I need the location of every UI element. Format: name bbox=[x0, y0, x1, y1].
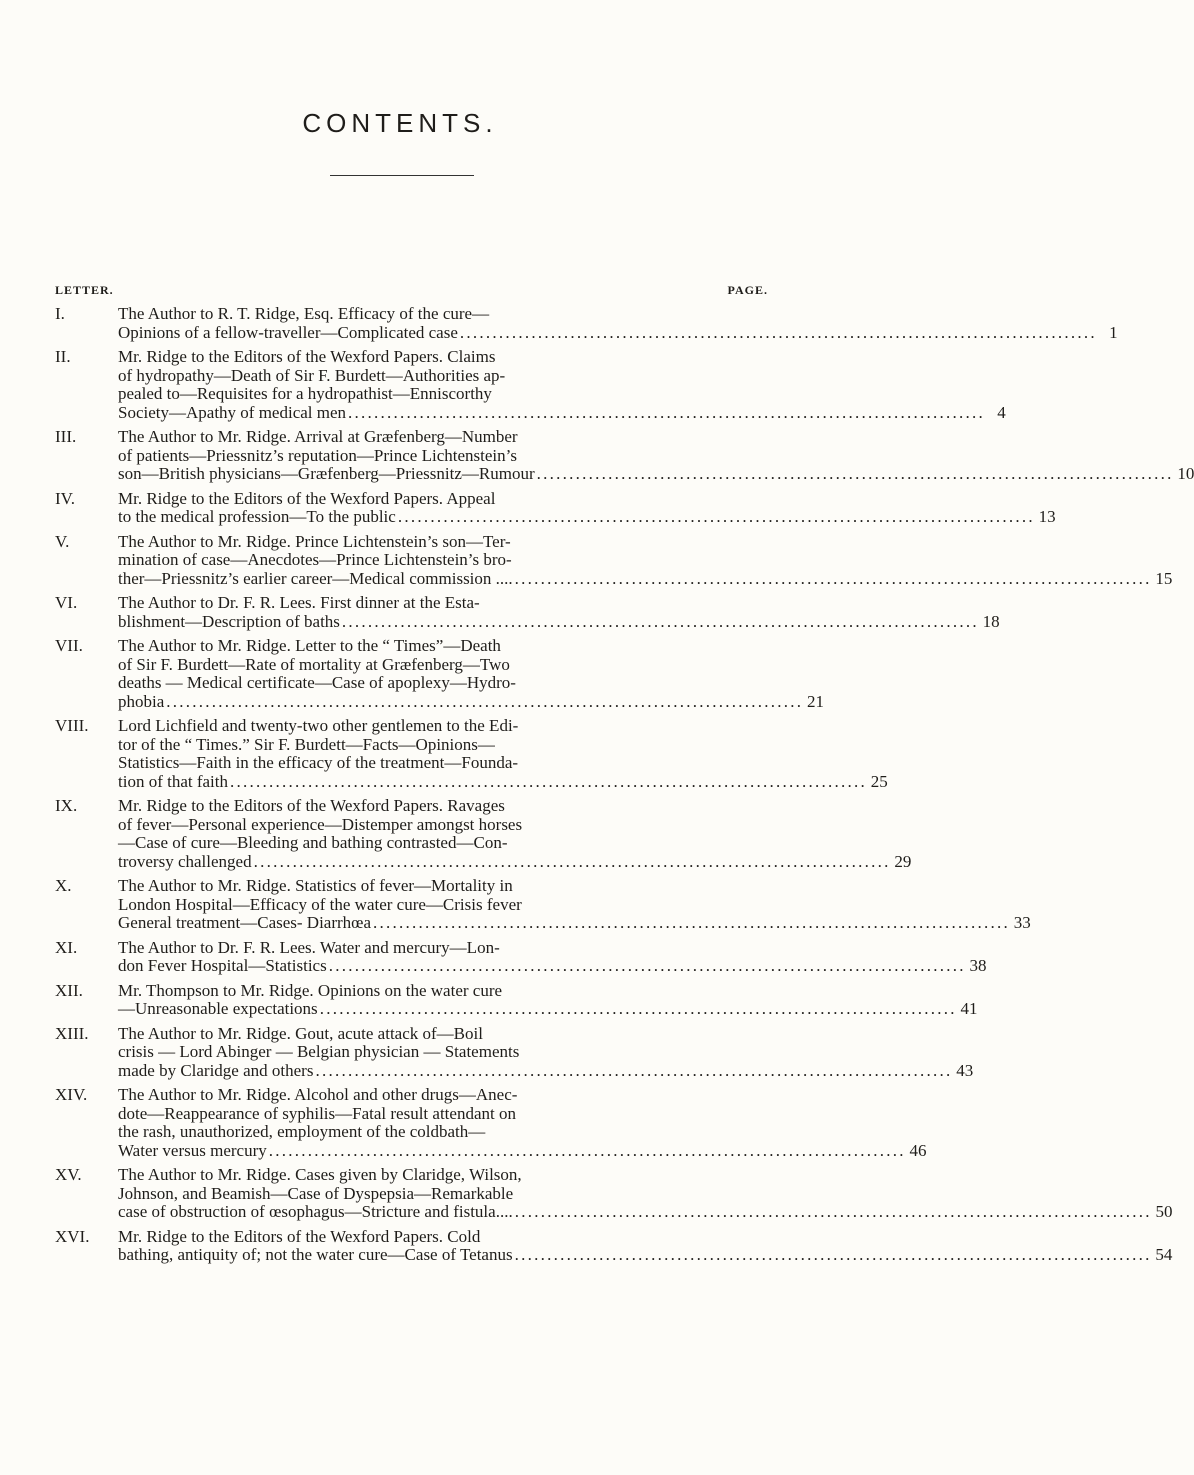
entry-line-text: Lord Lichfield and twenty-two other gentlemen to the Edi- bbox=[118, 716, 519, 735]
entry-line-text: General treatment—Cases- Diarrhœa bbox=[118, 913, 371, 932]
entry-line bbox=[118, 508, 1056, 527]
entry-line-text: The Author to Mr. Ridge. Arrival at Græfenberg—Number bbox=[118, 427, 518, 446]
entry-line-text: Mr. Ridge to the Editors of the Wexford Papers. Claims bbox=[118, 347, 496, 366]
entry-line-text: The Author to Dr. F. R. Lees. Water and mercury—Lon- bbox=[118, 937, 500, 957]
entry-line bbox=[118, 656, 824, 675]
entry-line-text: to the medical profession—To the public bbox=[118, 507, 396, 526]
entry-line bbox=[118, 982, 977, 1001]
page-number: 33 bbox=[1013, 913, 1031, 932]
page-number: 1 bbox=[1109, 322, 1118, 342]
page-number: 4 bbox=[997, 402, 1006, 422]
entry-line-text: The Author to R. T. Ridge, Esq. Efficacy of the cure— bbox=[118, 304, 490, 323]
entry-line bbox=[118, 613, 1000, 632]
entry-line-text: made by Claridge and others bbox=[118, 1060, 314, 1080]
page-title: CONTENTS. bbox=[302, 108, 498, 138]
entry-line-text: London Hospital—Efficacy of the water cure—Crisis fever bbox=[118, 894, 522, 914]
entry-line bbox=[118, 1166, 1172, 1185]
letter-number: X. bbox=[55, 876, 72, 895]
dot-leader bbox=[460, 324, 1094, 343]
entry-line-text: Society—Apathy of medical men bbox=[118, 402, 347, 422]
entry-line-text: The Author to Mr. Ridge. Letter to the “ Times”—Death bbox=[118, 636, 501, 655]
entry-description bbox=[118, 490, 1056, 527]
entry-line-text: tor of the “ Times.” Sir F. Burdett—Facts—Opinions— bbox=[118, 734, 495, 754]
entry-description bbox=[118, 877, 1031, 933]
entry-line bbox=[118, 877, 1031, 896]
entry-line bbox=[118, 816, 911, 835]
entry-line-text: deaths — Medical certificate—Case of apoplexy—Hydro- bbox=[118, 673, 516, 692]
entry-line bbox=[118, 1105, 926, 1124]
entry-line-text: Mr. Thompson to Mr. Ridge. Opinions on the water cure bbox=[118, 980, 503, 1000]
entry-line-text: —Case of cure—Bleeding and bathing contrasted—Con- bbox=[118, 833, 508, 852]
entry-description bbox=[118, 1025, 973, 1081]
contents-entry bbox=[55, 716, 888, 791]
entry-line bbox=[118, 551, 1172, 570]
dot-leader bbox=[348, 404, 982, 423]
entry-line bbox=[118, 1086, 926, 1105]
entry-line bbox=[118, 1185, 1172, 1204]
dot-leader bbox=[315, 1062, 949, 1081]
entry-description bbox=[118, 594, 1000, 631]
entry-description bbox=[118, 982, 977, 1019]
title-rule bbox=[330, 175, 474, 176]
entry-line bbox=[118, 773, 888, 792]
letter-number: XIII. bbox=[55, 1023, 89, 1043]
entry-line-text: The Author to Mr. Ridge. Alcohol and other drugs—Anec- bbox=[118, 1085, 518, 1104]
entry-line-text: case of obstruction of œsophagus—Stricture and fistula.... bbox=[118, 1202, 513, 1221]
dot-leader bbox=[166, 693, 800, 712]
entry-line bbox=[118, 896, 1031, 915]
entry-line-text: mination of case—Anecdotes—Prince Lichtenstein’s bro- bbox=[118, 550, 512, 569]
page-number: 21 bbox=[807, 691, 825, 711]
page-number: 46 bbox=[909, 1140, 927, 1160]
entry-line-text: the rash, unauthorized, employment of the coldbath— bbox=[118, 1122, 486, 1141]
letter-number: XI. bbox=[55, 937, 78, 957]
dot-leader bbox=[373, 914, 1007, 933]
entry-line bbox=[118, 1142, 926, 1161]
entry-line-text: blishment—Description of baths bbox=[118, 611, 340, 631]
page-number: 54 bbox=[1155, 1245, 1173, 1264]
entry-line bbox=[118, 465, 1194, 484]
entry-line-text: of hydropathy—Death of Sir F. Burdett—Authorities ap- bbox=[118, 365, 506, 385]
page-number: 15 bbox=[1155, 568, 1173, 588]
page-number: 10 bbox=[1177, 464, 1194, 483]
letter-number: V. bbox=[55, 531, 70, 551]
entry-line-text: Johnson, and Beamish—Case of Dyspepsia—Remarkable bbox=[118, 1183, 514, 1203]
entry-line bbox=[118, 939, 986, 958]
entry-line-text: Mr. Ridge to the Editors of the Wexford Papers. Ravages bbox=[118, 796, 505, 815]
entry-line bbox=[118, 754, 888, 773]
dot-leader bbox=[320, 1000, 954, 1019]
contents-entry bbox=[55, 531, 1173, 589]
entry-line bbox=[118, 385, 1006, 404]
entry-line bbox=[118, 1062, 973, 1081]
entry-line-text: ther—Priessnitz’s earlier career—Medical commission .... bbox=[118, 568, 513, 588]
entry-description bbox=[118, 1166, 1172, 1222]
entry-description bbox=[118, 939, 986, 976]
entry-line-text: Opinions of a fellow-traveller—Complicated case bbox=[118, 322, 458, 342]
entry-description bbox=[118, 348, 1006, 422]
entry-line-text: The Author to Dr. F. R. Lees. First dinner at the Esta- bbox=[118, 593, 480, 612]
letter-number: I. bbox=[55, 304, 65, 323]
entry-line-text: Mr. Ridge to the Editors of the Wexford Papers. Appeal bbox=[118, 488, 496, 508]
entry-line bbox=[118, 957, 986, 976]
letter-number: XIV. bbox=[55, 1085, 88, 1104]
entry-line-text: Water versus mercury bbox=[118, 1140, 267, 1160]
letter-number: XV. bbox=[55, 1165, 82, 1184]
entry-line-text: —Unreasonable expectations bbox=[118, 999, 318, 1018]
entry-line bbox=[118, 533, 1172, 552]
entry-line-text: troversy challenged bbox=[118, 851, 252, 871]
entry-line-text: phobia bbox=[118, 691, 165, 711]
entry-line bbox=[118, 1123, 926, 1142]
letter-number: VII. bbox=[55, 636, 83, 655]
entry-line bbox=[118, 693, 824, 712]
entry-line bbox=[118, 1025, 973, 1044]
entry-line bbox=[118, 736, 888, 755]
entry-line-text: of Sir F. Burdett—Rate of mortality at Græfenberg—Two bbox=[118, 654, 510, 674]
entry-line bbox=[118, 914, 1031, 933]
letter-number: VI. bbox=[55, 593, 78, 612]
contents-entry bbox=[55, 488, 1056, 527]
entry-line bbox=[118, 717, 888, 736]
entry-line-text: son—British physicians—Græfenberg—Priessnitz—Rumour bbox=[118, 464, 535, 483]
entry-line bbox=[118, 404, 1006, 423]
dot-leader bbox=[515, 1203, 1149, 1222]
dot-leader bbox=[230, 773, 864, 792]
dot-leader bbox=[254, 853, 888, 872]
entry-line bbox=[118, 1043, 973, 1062]
entry-description bbox=[118, 1086, 926, 1160]
entry-line-text: The Author to Mr. Ridge. Prince Lichtenstein’s son—Ter- bbox=[118, 531, 511, 551]
dot-leader bbox=[329, 957, 963, 976]
dot-leader bbox=[537, 465, 1171, 484]
contents-entry bbox=[55, 1085, 927, 1160]
letter-number: XII. bbox=[55, 980, 83, 1000]
page-number: 29 bbox=[894, 851, 912, 871]
contents-entry bbox=[55, 636, 825, 711]
entry-line bbox=[118, 1000, 977, 1019]
dot-leader bbox=[269, 1142, 903, 1161]
entry-line bbox=[118, 1246, 1172, 1265]
entry-line bbox=[118, 853, 911, 872]
dot-leader bbox=[342, 613, 976, 632]
letter-number: VIII. bbox=[55, 716, 89, 735]
letter-number: III. bbox=[55, 427, 77, 446]
letter-number: II. bbox=[55, 347, 71, 366]
contents-entry bbox=[55, 593, 1000, 631]
entry-line-text: The Author to Mr. Ridge. Statistics of fever—Mortality in bbox=[118, 876, 513, 895]
entry-line-text: Mr. Ridge to the Editors of the Wexford Papers. Cold bbox=[118, 1226, 481, 1246]
contents-entry bbox=[55, 427, 1194, 484]
entry-line-text: dote—Reappearance of syphilis—Fatal result attendant on bbox=[118, 1103, 516, 1123]
entry-line-text: of patients—Priessnitz’s reputation—Prince Lichtenstein’s bbox=[118, 445, 517, 465]
contents-entry bbox=[55, 304, 1118, 342]
dot-leader bbox=[398, 508, 1032, 527]
entry-line bbox=[118, 428, 1194, 447]
contents-entry bbox=[55, 876, 1031, 933]
entry-line bbox=[118, 348, 1006, 367]
page-number: 25 bbox=[870, 771, 888, 791]
contents-entry bbox=[55, 937, 987, 976]
contents-list bbox=[55, 304, 1194, 1271]
entry-description bbox=[118, 717, 888, 791]
letter-number: XVI. bbox=[55, 1226, 90, 1246]
entry-line bbox=[118, 1228, 1172, 1247]
contents-entry bbox=[55, 796, 912, 871]
entry-line bbox=[118, 1203, 1172, 1222]
entry-line bbox=[118, 674, 824, 693]
column-header-page: PAGE. bbox=[727, 283, 768, 297]
entry-line-text: tion of that faith bbox=[118, 771, 229, 791]
letter-number: IV. bbox=[55, 488, 75, 508]
page-number: 41 bbox=[960, 999, 978, 1018]
entry-description bbox=[118, 428, 1194, 484]
entry-line-text: crisis — Lord Abinger — Belgian physician — Statements bbox=[118, 1042, 520, 1061]
letter-number: IX. bbox=[55, 796, 78, 815]
entry-line bbox=[118, 324, 1118, 343]
entry-description bbox=[118, 305, 1118, 342]
entry-line-text: bathing, antiquity of; not the water cure—Case of Tetanus bbox=[118, 1245, 513, 1264]
entry-line-text: The Author to Mr. Ridge. Cases given by Claridge, Wilson, bbox=[118, 1165, 522, 1184]
entry-line-text: The Author to Mr. Ridge. Gout, acute attack of—Boil bbox=[118, 1023, 483, 1043]
dot-leader bbox=[515, 1246, 1149, 1265]
entry-line bbox=[118, 367, 1006, 386]
entry-description bbox=[118, 797, 911, 871]
page-number: 38 bbox=[969, 956, 987, 975]
page-number: 13 bbox=[1038, 507, 1056, 526]
page-number: 50 bbox=[1155, 1202, 1173, 1221]
dot-leader bbox=[515, 570, 1149, 589]
entry-description bbox=[118, 533, 1172, 589]
page-number: 18 bbox=[982, 611, 1000, 631]
column-header-letter: LETTER. bbox=[55, 283, 114, 297]
entry-line bbox=[118, 447, 1194, 466]
entry-line bbox=[118, 305, 1118, 324]
entry-line bbox=[118, 834, 911, 853]
entry-line-text: pealed to—Requisites for a hydropathist—Enniscorthy bbox=[118, 384, 492, 403]
contents-entry bbox=[55, 980, 978, 1019]
entry-line bbox=[118, 570, 1172, 589]
contents-entry bbox=[55, 1165, 1173, 1222]
entry-description bbox=[118, 1228, 1172, 1265]
entry-line bbox=[118, 490, 1056, 509]
entry-line bbox=[118, 637, 824, 656]
entry-line bbox=[118, 594, 1000, 613]
page-number: 43 bbox=[956, 1060, 974, 1080]
contents-entry bbox=[55, 1226, 1173, 1265]
contents-entry bbox=[55, 1023, 974, 1081]
entry-line-text: don Fever Hospital—Statistics bbox=[118, 956, 327, 975]
entry-line bbox=[118, 797, 911, 816]
entry-description bbox=[118, 637, 824, 711]
contents-entry bbox=[55, 347, 1006, 422]
entry-line-text: Statistics—Faith in the efficacy of the treatment—Founda- bbox=[118, 753, 519, 772]
entry-line-text: of fever—Personal experience—Distemper amongst horses bbox=[118, 814, 523, 834]
